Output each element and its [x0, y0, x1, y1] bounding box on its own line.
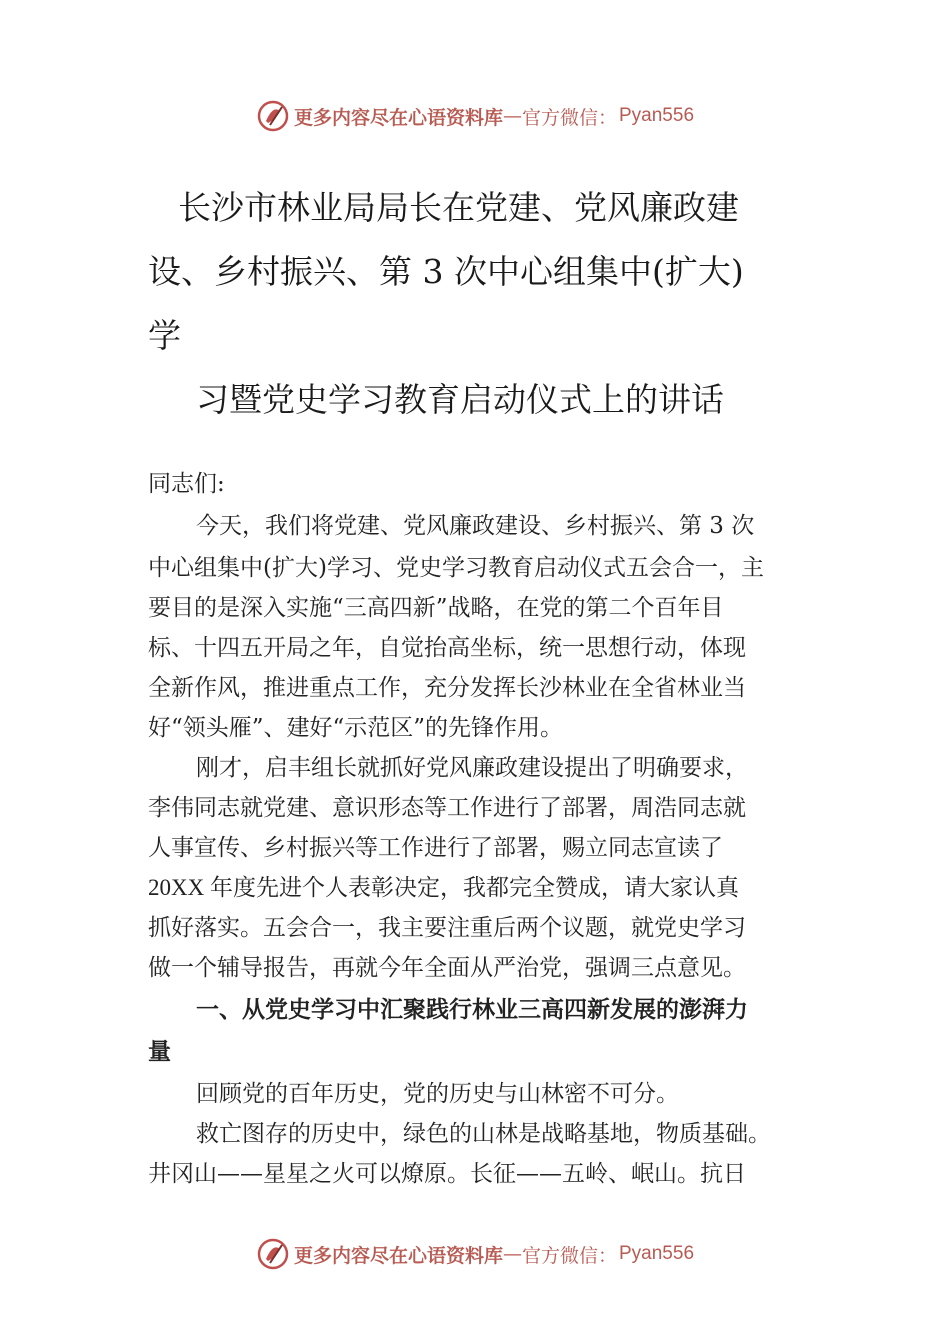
paragraph-4-line: 救亡图存的历史中，绿色的山林是战略基地，物质基础。 — [196, 1121, 771, 1147]
paragraph-1-line: 今天，我们将党建、党风廉政建设、乡村振兴、第 3 次 — [196, 513, 755, 539]
paragraph-2-line: 抓好落实。五会合一，我主要注重后两个议题，就党史学习 — [148, 915, 746, 941]
section-heading-1-line: 量 — [148, 1039, 171, 1065]
document-title-line-2: 设、乡村振兴、第 3 次中心组集中(扩大) — [148, 252, 744, 291]
paragraph-2-line: 李伟同志就党建、意识形态等工作进行了部署，周浩同志就 — [148, 795, 746, 821]
greeting: 同志们: — [148, 471, 225, 497]
banner-wechat-label: 官方微信： — [521, 1244, 617, 1267]
watermark-banner-top — [0, 96, 950, 136]
watermark-banner-bottom — [0, 1234, 950, 1274]
paragraph-4-line: 井冈山——星星之火可以燎原。长征——五岭、岷山。抗日 — [148, 1161, 746, 1187]
banner-wechat-label: 官方微信： — [521, 106, 617, 129]
paragraph-2-line: 20XX 年度先进个人表彰决定，我都完全赞成，请大家认真 — [148, 875, 739, 900]
brand-logo-icon — [256, 1237, 290, 1271]
document-title-line-3: 学 — [148, 316, 181, 355]
banner-brand: 更多内容尽在心语资料库 — [293, 1244, 503, 1267]
paragraph-2-line: 人事宣传、乡村振兴等工作进行了部署，赐立同志宣读了 — [148, 835, 723, 861]
banner-dash: — — [502, 1243, 522, 1265]
banner-wechat-id: Pyan556 — [619, 105, 695, 126]
banner-wechat-id: Pyan556 — [619, 1243, 695, 1264]
paragraph-2-line: 刚才，启丰组长就抓好党风廉政建设提出了明确要求， — [196, 755, 748, 781]
paragraph-1-line: 标、十四五开局之年，自觉抬高坐标，统一思想行动，体现 — [148, 635, 746, 661]
paragraph-1-line: 好“领头雁”、建好“示范区”的先锋作用。 — [148, 715, 564, 741]
document-title-line-1: 长沙市林业局局长在党建、党风廉政建 — [178, 188, 739, 227]
section-heading-1-line: 一、从党史学习中汇聚践行林业三高四新发展的澎湃力 — [196, 997, 748, 1023]
document-title-line-4: 习暨党史学习教育启动仪式上的讲话 — [196, 380, 724, 419]
brand-logo-icon — [256, 99, 290, 133]
paragraph-2-line: 做一个辅导报告，再就今年全面从严治党，强调三点意见。 — [148, 955, 746, 981]
banner-brand: 更多内容尽在心语资料库 — [293, 106, 503, 129]
paragraph-3: 回顾党的百年历史，党的历史与山林密不可分。 — [196, 1081, 679, 1107]
banner-dash: — — [502, 105, 522, 127]
paragraph-1-line: 全新作风，推进重点工作，充分发挥长沙林业在全省林业当 — [148, 675, 746, 701]
paragraph-1-line: 要目的是深入实施“三高四新”战略，在党的第二个百年目 — [148, 595, 724, 621]
paragraph-1-line: 中心组集中(扩大)学习、党史学习教育启动仪式五会合一，主 — [148, 555, 764, 581]
